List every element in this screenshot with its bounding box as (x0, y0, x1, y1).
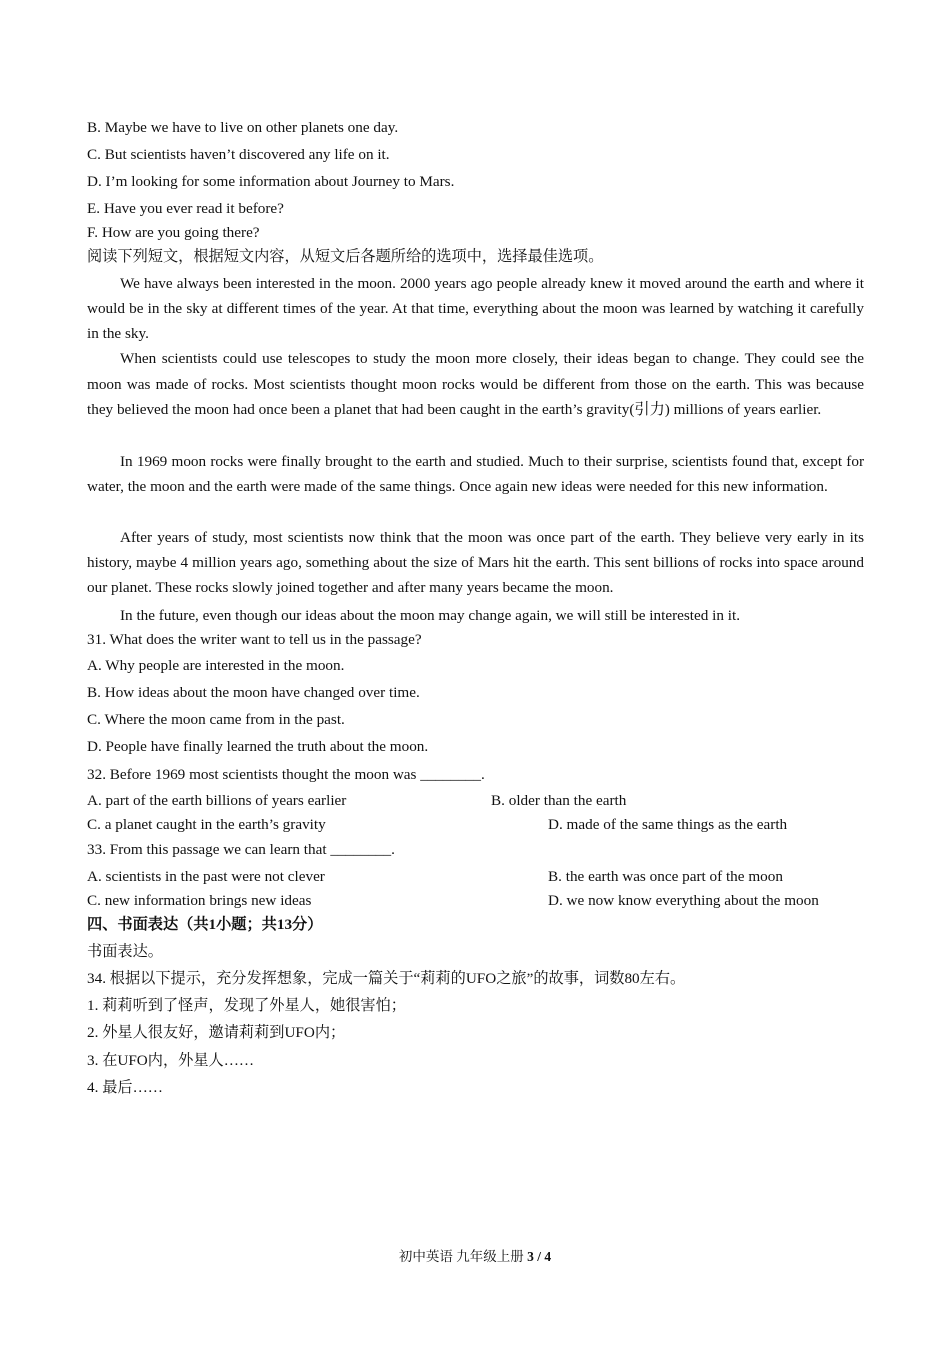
q31-option-d: D. People have finally learned the truth about the moon. (87, 738, 429, 755)
q31-option-b: B. How ideas about the moon have changed over time. (87, 684, 420, 701)
q34-hint-2: 2. 外星人很友好，邀请莉莉到UFO内； (87, 1024, 346, 1041)
passage-paragraph-1: We have always been interested in the moon. 2000 years ago people already knew it moved around the earth and where it would be in the sky at different times of the year. At that time, everything about the moon was learned by watching it carefully in the sky. (87, 275, 864, 342)
passage-paragraph-4: After years of study, most scientists now think that the moon was once part of the earth. They believe very early in its history, maybe 4 million years ago, something about the size of Mars hit the earth. This sent billions of rocks into space around our planet. These rocks slowly joined together and after many years became the moon. (87, 529, 864, 596)
q31-stem: 31. What does the writer want to tell us in the passage? (87, 631, 422, 648)
q34-hint-4: 4. 最后…… (87, 1079, 163, 1096)
option-b: B. Maybe we have to live on other planets one day. (87, 119, 399, 136)
writing-subtitle: 书面表达。 (87, 943, 163, 960)
option-d: D. I’m looking for some information about Journey to Mars. (87, 173, 455, 190)
q32-option-a: A. part of the earth billions of years earlier (87, 792, 347, 809)
q34-hint-3: 3. 在UFO内，外星人…… (87, 1052, 255, 1069)
q32-option-b: B. older than the earth (491, 792, 627, 809)
q32-option-c: C. a planet caught in the earth’s gravity (87, 816, 326, 833)
option-c: C. But scientists haven’t discovered any life on it. (87, 146, 390, 163)
q33-option-d: D. we now know everything about the moon (548, 892, 819, 909)
q34-hint-1: 1. 莉莉听到了怪声，发现了外星人，她很害怕； (87, 997, 406, 1014)
passage-paragraph-2: When scientists could use telescopes to study the moon more closely, their ideas began to change. They could see the moon was made of rocks. Most scientists thought moon rocks would be different from those on the earth. This was because they believed the moon had once been a planet that had been caught in the earth’s gravity(引力) millions of years earlier. (87, 350, 864, 418)
q33-stem: 33. From this passage we can learn that ________. (87, 841, 395, 858)
q33-option-a: A. scientists in the past were not clever (87, 868, 325, 885)
q33-option-c: C. new information brings new ideas (87, 892, 312, 909)
option-e: E. Have you ever read it before? (87, 200, 284, 217)
page-number: 3 / 4 (527, 1249, 552, 1264)
passage-paragraph-3: In 1969 moon rocks were finally brought to the earth and studied. Much to their surprise, scientists found that, except for water, the moon and the earth were made of the same things. Once again new ideas were needed for this new information. (87, 453, 864, 495)
option-f: F. How are you going there? (87, 224, 260, 241)
footer-text: 初中英语 九年级上册 (398, 1249, 528, 1264)
passage-paragraph-5: In the future, even though our ideas about the moon may change again, we will still be interested in it. (120, 607, 740, 624)
q32-stem: 32. Before 1969 most scientists thought the moon was ________. (87, 766, 485, 783)
q31-option-a: A. Why people are interested in the moon. (87, 657, 345, 674)
section-title-writing: 四、书面表达（共1小题；共13分） (87, 916, 323, 933)
q32-option-d: D. made of the same things as the earth (548, 816, 788, 833)
page-footer (0, 1248, 950, 1266)
q34-stem: 34. 根据以下提示，充分发挥想象，完成一篇关于“莉莉的UFO之旅”的故事，词数80左右。 (87, 970, 686, 987)
reading-instruction: 阅读下列短文，根据短文内容，从短文后各题所给的选项中，选择最佳选项。 (87, 248, 604, 265)
q31-option-c: C. Where the moon came from in the past. (87, 711, 345, 728)
q33-option-b: B. the earth was once part of the moon (548, 868, 783, 885)
